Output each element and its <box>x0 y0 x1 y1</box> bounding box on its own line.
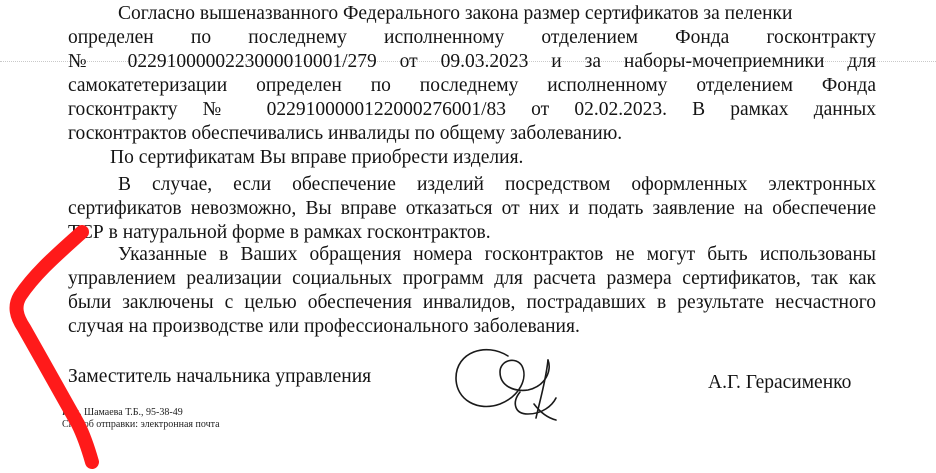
text-line: ТСР в натуральной форме в рамках госконтрактов. <box>68 222 491 243</box>
text-line: госконтрактов обеспечивались инвалиды по общему заболеванию. <box>68 123 623 144</box>
text-line: управлением реализации социальных программ для расчета размера сертификатов, так как <box>68 268 876 289</box>
executor-info: Исп. Шамаева Т.Б., 95-38-49 <box>62 407 183 418</box>
text-line: госконтракту № 0229100000122000276001/83 от 02.02.2023. В рамках данных <box>68 99 876 120</box>
text-line: В случае, если обеспечение изделий посредством оформленных электронных <box>118 174 876 195</box>
text-line: № 0229100000223000010001/279 от 09.03.2023 и за наборы-мочеприемники для <box>68 51 876 72</box>
delivery-method: Способ отправки: электронная почта <box>62 419 220 430</box>
text-line: определен по последнему исполненному отделением Фонда госконтракту <box>68 27 876 48</box>
text-line: Указанные в Ваших обращения номера госконтрактов не могут быть использованы <box>118 244 876 265</box>
text-line: сертификатов невозможно, Вы вправе отказаться от них и подать заявление на обеспечение <box>68 198 876 219</box>
text-line: случая на производстве или профессионального заболевания. <box>68 316 580 337</box>
text-line: По сертификатам Вы вправе приобрести изделия. <box>110 147 524 168</box>
signer-name: А.Г. Герасименко <box>708 372 852 393</box>
text-line: были заключены с целью обеспечения инвалидов, пострадавших в результате несчастного <box>68 292 876 313</box>
text-line: Согласно вышеназванного Федерального закона размер сертификатов за пеленки <box>118 3 793 24</box>
text-line: самокатетеризации определен по последнему исполненному отделением Фонда <box>68 75 876 96</box>
signer-position: Заместитель начальника управления <box>68 366 372 387</box>
